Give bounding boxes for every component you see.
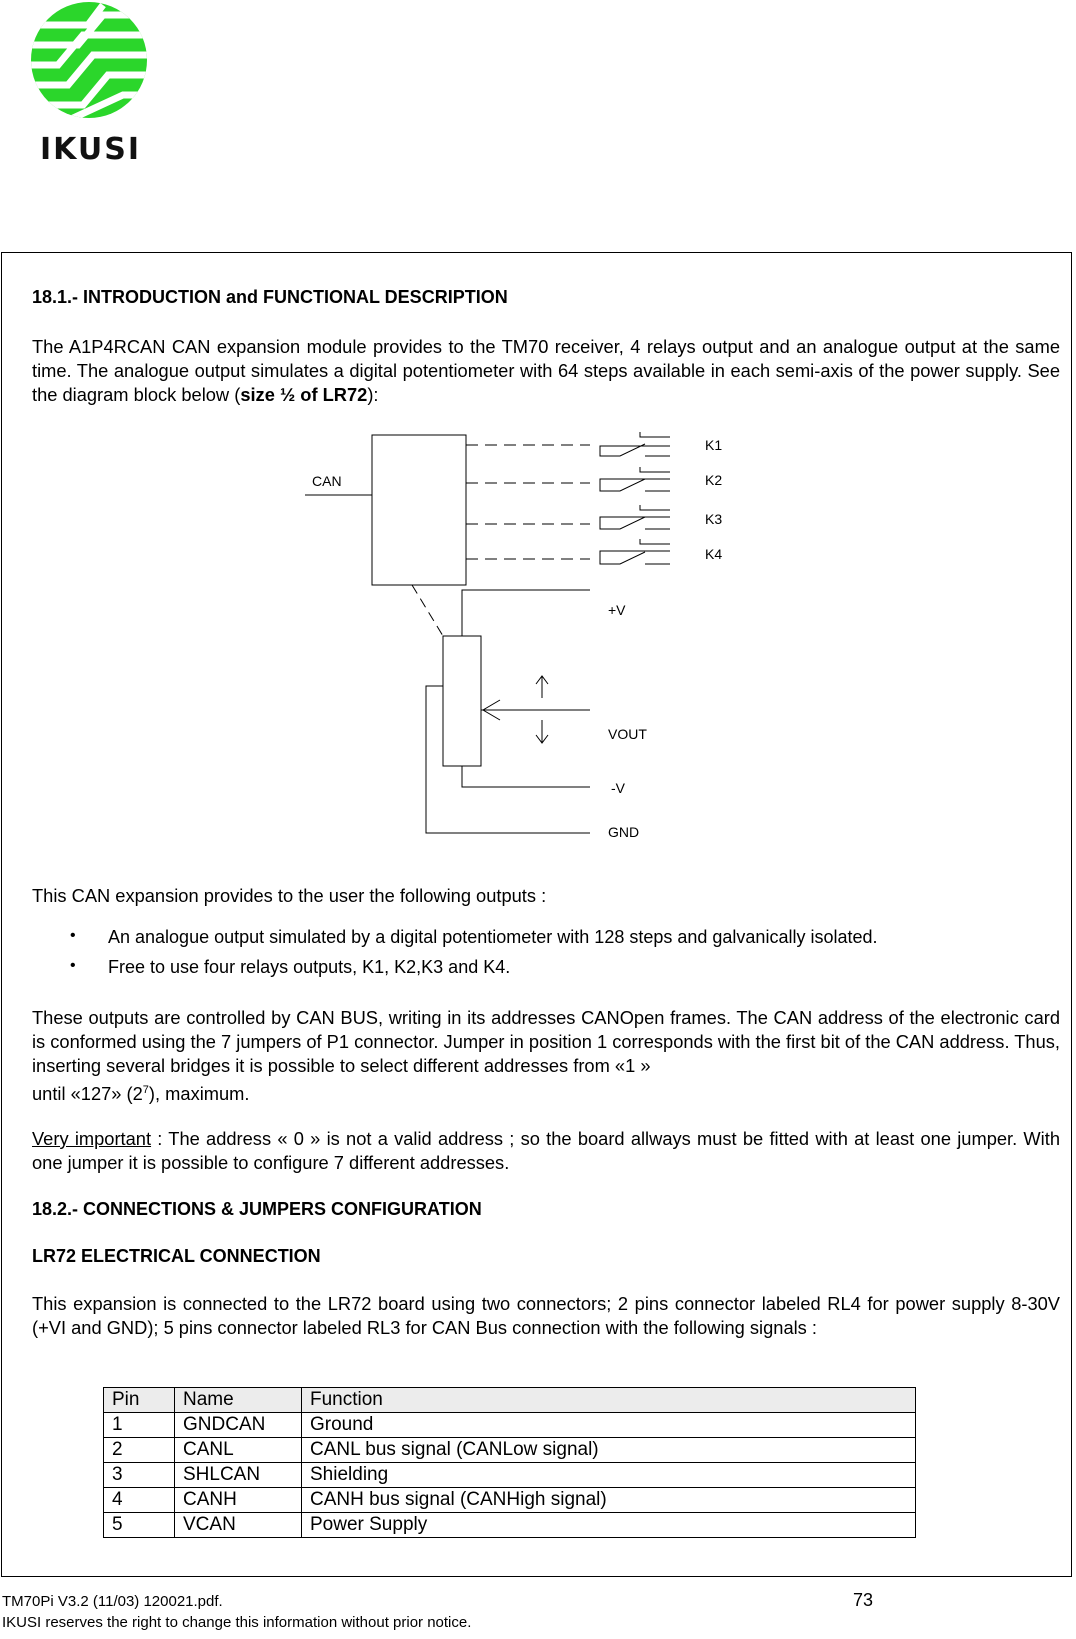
- table-row: 3 SHLCAN Shielding: [104, 1463, 916, 1488]
- important-note: Very important : The address « 0 » is not a valid address ; so the board allways must be fitted with at least one jumper. With one jumper it is possible to configure 7 different addresses.: [32, 1128, 1060, 1173]
- intro-paragraph: The A1P4RCAN CAN expansion module provides to the TM70 receiver, 4 relays output and an analogue output at the same time. The analogue output simulates a digital potentiometer with 64 steps available in each semi-axis of the power supply. See the diagram block below (size ½ of LR72):: [32, 336, 1060, 405]
- table-header-row: [104, 1388, 916, 1413]
- logo-wordmark: IKUSI: [40, 132, 142, 167]
- minus-v-line: [462, 766, 590, 787]
- footer-disclaimer: IKUSI reserves the right to change this information without prior notice.: [2, 1614, 472, 1631]
- relay-label-k2: K2: [705, 472, 723, 488]
- control-link: [412, 585, 443, 636]
- relay-label-k3: K3: [705, 511, 723, 527]
- very-important-label: Very important: [32, 1128, 152, 1149]
- potentiometer-box: [443, 636, 481, 766]
- intro-bold: size ½ of LR72: [240, 384, 368, 405]
- table-row: 2 CANL CANL bus signal (CANLow signal): [104, 1438, 916, 1463]
- gnd-line: [426, 686, 590, 833]
- subheading-lr72: LR72 ELECTRICAL CONNECTION: [32, 1246, 321, 1266]
- outputs-list: [70, 927, 878, 987]
- table-header: Pin: [104, 1388, 175, 1413]
- outputs-intro: This CAN expansion provides to the user the following outputs :: [32, 885, 547, 906]
- relay-k2-symbol: [600, 467, 670, 491]
- bullet-icon: •: [70, 927, 76, 944]
- relay-k1-symbol: [600, 432, 670, 456]
- table-row: 1 GNDCAN Ground: [104, 1413, 916, 1438]
- section-heading-intro: 18.1.- INTRODUCTION and FUNCTIONAL DESCRIPTION: [32, 287, 508, 307]
- plus-v-line: [462, 590, 590, 636]
- table-row: 5 VCAN Power Supply: [104, 1513, 916, 1538]
- can-bus-paragraph: These outputs are controlled by CAN BUS, writing in its addresses CANOpen frames. The CAN address of the electronic card is conformed using the 7 jumpers of P1 connector. Jumper in position 1 corresponds with the first bit of the CAN address. Thus, inserting several bridges it is possible to select different addresses from «1 » until «127» $(2^7)$, maximum.: [32, 1007, 1060, 1105]
- controller-box: [372, 435, 466, 585]
- bullet-icon: •: [70, 957, 76, 974]
- connection-paragraph: This expansion is connected to the LR72 board using two connectors; 2 pins connector labeled RL4 for power supply 8-30V (+VI and GND); 5 pins connector labeled RL3 for CAN Bus connection with the following signals :: [32, 1293, 1060, 1338]
- vout-label: VOUT: [608, 726, 647, 742]
- table-header: Function: [302, 1388, 916, 1413]
- section-heading-connections: 18.2.- CONNECTIONS & JUMPERS CONFIGURATION: [32, 1199, 482, 1219]
- relay-label-k4: K4: [705, 546, 723, 562]
- block-diagram: [300, 423, 723, 853]
- page-number: 73: [853, 1590, 874, 1610]
- can-label: CAN: [312, 473, 342, 489]
- table-row: 4 CANH CANH bus signal (CANHigh signal): [104, 1488, 916, 1513]
- relay-k3-symbol: [600, 505, 670, 529]
- pin-table: [103, 1387, 916, 1538]
- plus-v-label: +V: [608, 602, 626, 618]
- list-item: • Free to use four relays outputs, K1, K2,K3 and K4.: [70, 957, 511, 977]
- table-header: Name: [175, 1388, 302, 1413]
- relay-label-k1: K1: [705, 437, 723, 453]
- gnd-label: GND: [608, 824, 640, 840]
- footer-doc-ref: TM70Pi V3.2 (11/03) 120021.pdf.: [2, 1593, 223, 1610]
- relay-k4-symbol: [600, 539, 670, 564]
- list-item: • An analogue output simulated by a digital potentiometer with 128 steps and galvanically isolated.: [70, 927, 878, 947]
- minus-v-label: -V: [611, 780, 625, 796]
